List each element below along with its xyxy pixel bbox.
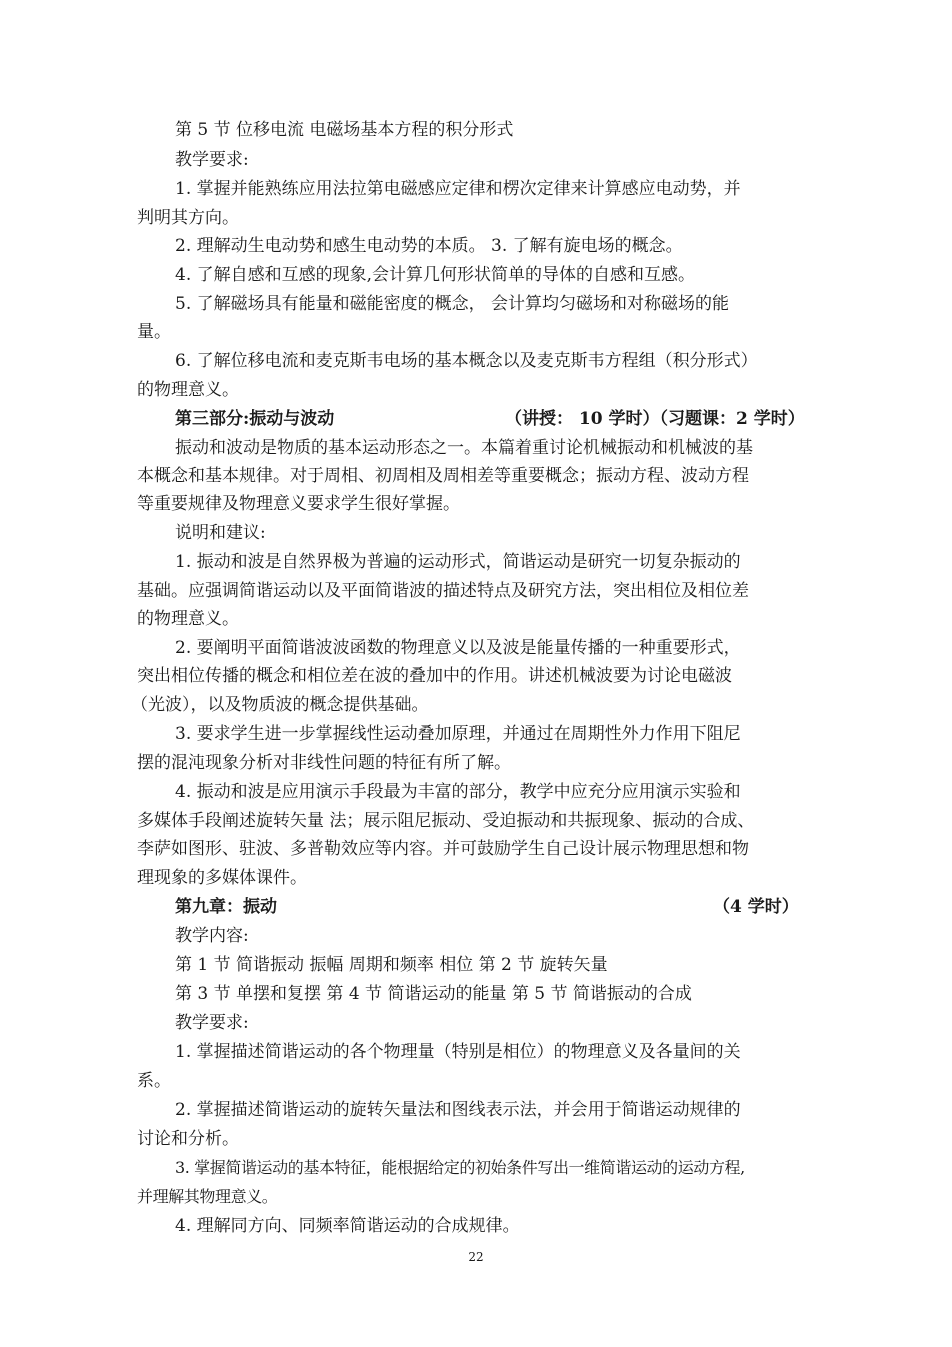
note-2-line-a (0, 635, 952, 661)
ch9-req-2-line-a (0, 1097, 952, 1123)
section-5-req-label-line (0, 147, 952, 173)
note-1-line-c (0, 606, 952, 632)
note-4-line-b (0, 808, 952, 834)
ch9-requirement-3-text: 3. 掌握简谐运动的基本特征，能根据给定的初始条件写出一维简谐运动的运动方程, (175, 1158, 745, 1177)
requirement-2-line (0, 233, 952, 259)
content-line-2 (0, 981, 952, 1007)
requirement-6-text: 6. 了解位移电流和麦克斯韦电场的基本概念以及麦克斯韦方程组（积分形式） (175, 351, 758, 371)
requirement-1-line-b (0, 205, 952, 231)
requirement-1-text: 1. 掌握并能熟练应用法拉第电磁感应定律和楞次定律来计算感应电动势，并 (175, 179, 741, 199)
requirement-6-line-a (0, 348, 952, 374)
ch9-req-1-line-b (0, 1068, 952, 1094)
requirement-6-text-cont: 的物理意义。 (137, 380, 239, 400)
note-1-text-cont: 基础。应强调简谐运动以及平面简谐波的描述特点及研究方法，突出相位及相位差 (137, 581, 749, 601)
part-3-intro-line-2 (0, 463, 952, 489)
ch9-requirement-2-text-cont: 讨论和分析。 (137, 1129, 239, 1149)
requirement-4-line (0, 262, 952, 288)
teaching-content-sections-2: 第 3 节 单摆和复摆 第 4 节 简谐运动的能量 第 5 节 简谐振动的合成 (175, 984, 692, 1004)
note-4-line-a (0, 779, 952, 805)
chapter-9-req-label-line (0, 1010, 952, 1036)
part-3-hours: （讲授： 10 学时）（习题课：2 学时） (505, 409, 805, 429)
note-3-text: 3. 要求学生进一步掌握线性运动叠加原理，并通过在周期性外力作用下阻尼 (175, 724, 741, 744)
note-2-text-cont: 突出相位传播的概念和相位差在波的叠加中的作用。讲述机械波要为讨论电磁波 (137, 666, 732, 686)
ch9-requirement-1-text: 1. 掌握描述简谐运动的各个物理量（特别是相位）的物理意义及各量间的关 (175, 1042, 741, 1062)
note-4-text-cont: 多媒体手段阐述旋转矢量 法；展示阻尼振动、受迫振动和共振现象、振动的合成、 (137, 811, 755, 831)
requirement-4-text: 4. 了解自感和互感的现象,会计算几何形状简单的导体的自感和互感。 (175, 265, 696, 285)
requirement-6-line-b (0, 377, 952, 403)
requirement-5-text: 5. 了解磁场具有能量和磁能密度的概念， 会计算均匀磁场和对称磁场的能 (175, 294, 730, 314)
note-2-line-c (0, 692, 952, 718)
ch9-requirement-1-text-cont: 系。 (137, 1071, 171, 1091)
part-3-intro-line-3 (0, 491, 952, 517)
part-3-intro-text-cont: 本概念和基本规律。对于周相、初周相及周相差等重要概念；振动方程、波动方程 (137, 466, 749, 486)
content-label-line (0, 923, 952, 949)
part-3-heading: 第三部分:振动与波动 (175, 409, 335, 429)
note-3-text-cont: 摆的混沌现象分析对非线性问题的特征有所了解。 (137, 753, 511, 773)
notes-label-line (0, 520, 952, 546)
chapter-9-heading: 第九章：振动 (175, 897, 277, 917)
note-3-line-b (0, 750, 952, 776)
chapter-9-hours: （4 学时） (713, 897, 799, 917)
requirement-5-text-cont: 量。 (137, 322, 171, 342)
part-3-intro-text-end: 等重要规律及物理意义要求学生很好掌握。 (137, 494, 460, 514)
note-4-text-cont-2: 李萨如图形、驻波、多普勒效应等内容。并可鼓励学生自己设计展示物理思想和物 (137, 839, 749, 859)
note-1-text-end: 的物理意义。 (137, 609, 239, 629)
teaching-content-sections-1: 第 1 节 简谐振动 振幅 周期和频率 相位 第 2 节 旋转矢量 (175, 955, 608, 975)
requirement-2-text: 2. 理解动生电动势和感生电动势的本质。 3. 了解有旋电场的概念。 (175, 236, 683, 256)
note-4-text-end: 理现象的多媒体课件。 (137, 868, 307, 888)
note-2-text: 2. 要阐明平面简谐波波函数的物理意义以及波是能量传播的一种重要形式， (175, 638, 741, 658)
ch9-req-4-line (0, 1213, 952, 1239)
requirement-5-line-b (0, 319, 952, 345)
note-4-line-c (0, 836, 952, 862)
ch9-requirement-2-text: 2. 掌握描述简谐运动的旋转矢量法和图线表示法，并会用于简谐运动规律的 (175, 1100, 741, 1120)
note-1-line-a (0, 549, 952, 575)
ch9-req-1-line-a (0, 1039, 952, 1065)
requirement-1-line-a (0, 176, 952, 202)
chapter-9-requirements-label: 教学要求: (175, 1013, 249, 1033)
note-4-line-d (0, 865, 952, 891)
requirement-5-line-a (0, 291, 952, 317)
note-3-line-a (0, 721, 952, 747)
ch9-req-3-line-a (0, 1155, 952, 1181)
part-3-intro-text: 振动和波动是物质的基本运动形态之一。本篇着重讨论机械振动和机械波的基 (175, 438, 753, 458)
teaching-content-label: 教学内容: (175, 926, 249, 946)
note-2-text-end: （光波），以及物质波的概念提供基础。 (131, 695, 429, 715)
part-3-heading-line (0, 406, 952, 432)
content-line-1 (0, 952, 952, 978)
note-4-text: 4. 振动和波是应用演示手段最为丰富的部分，教学中应充分应用演示实验和 (175, 782, 741, 802)
teaching-requirements-label: 教学要求: (175, 150, 249, 170)
part-3-intro-line-1 (0, 435, 952, 461)
section-5-title-line (0, 117, 952, 143)
chapter-9-heading-line (0, 894, 952, 920)
ch9-requirement-3-text-cont: 并理解其物理意义。 (137, 1187, 278, 1206)
ch9-requirement-4-text: 4. 理解同方向、同频率简谐运动的合成规律。 (175, 1216, 520, 1236)
page-number: 22 (468, 1250, 484, 1264)
notes-and-suggestions-label: 说明和建议: (175, 523, 266, 543)
note-2-line-b (0, 663, 952, 689)
requirement-1-text-cont: 判明其方向。 (137, 208, 239, 228)
ch9-req-3-line-b (0, 1184, 952, 1210)
note-1-line-b (0, 578, 952, 604)
section-5-title: 第 5 节 位移电流 电磁场基本方程的积分形式 (175, 120, 514, 140)
ch9-req-2-line-b (0, 1126, 952, 1152)
note-1-text: 1. 振动和波是自然界极为普遍的运动形式，简谐运动是研究一切复杂振动的 (175, 552, 741, 572)
